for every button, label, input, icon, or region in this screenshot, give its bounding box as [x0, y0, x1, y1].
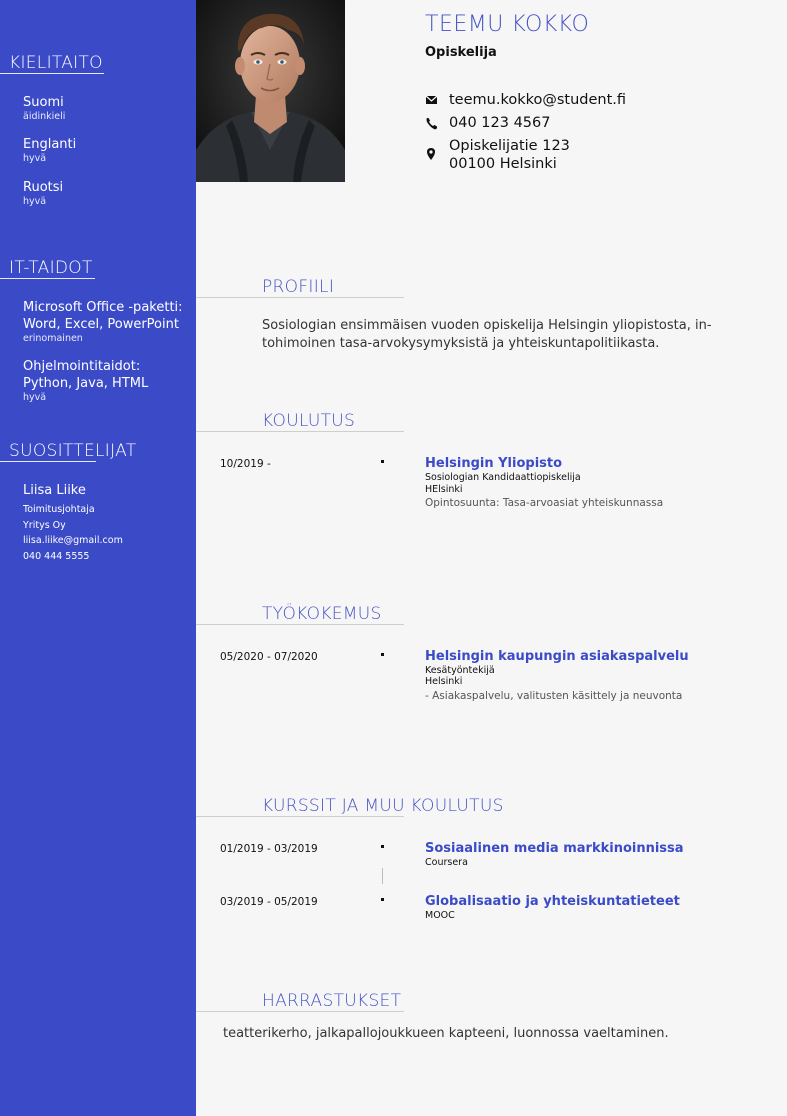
it-skill-line: Ohjelmointitaidot: [23, 359, 141, 374]
person-title: Opiskelija [425, 45, 497, 60]
course-date: 03/2019 - 05/2019 [220, 896, 318, 908]
education-location: HElsinki [425, 484, 463, 495]
course-provider: Coursera [425, 857, 468, 868]
profile-heading-rule [196, 297, 404, 298]
hobbies-text: teatterikerho, jalkapallojoukkueen kapteeni, luonnossa vaeltaminen. [223, 1026, 669, 1041]
work-heading: TYÖKOKEMUS [262, 604, 382, 624]
phone-text: 040 123 4567 [449, 115, 551, 131]
profile-photo [196, 0, 345, 182]
languages-heading: KIELITAITO [9, 53, 103, 73]
language-item [23, 179, 63, 208]
courses-heading-rule [196, 816, 404, 817]
language-item [23, 136, 76, 165]
contact-phone [425, 114, 550, 132]
person-name: TEEMU KOKKO [425, 12, 590, 37]
language-item [23, 94, 65, 123]
language-name: Suomi [23, 95, 64, 110]
education-desc: Opintosuunta: Tasa-arvoasiat yhteiskunnassa [425, 497, 664, 509]
it-skill-level: erinomainen [23, 333, 83, 344]
course-title: Sosiaalinen media markkinoinnissa [425, 841, 684, 856]
education-date: 10/2019 - [220, 458, 271, 470]
work-location: Helsinki [425, 676, 463, 687]
courses-heading: KURSSIT JA MUU KOULUTUS [262, 796, 504, 816]
timeline-dot [381, 653, 384, 656]
reference-phone: 040 444 5555 [23, 550, 90, 562]
hobbies-heading-rule [196, 1011, 404, 1012]
it-skill-line: Microsoft Office -paketti: [23, 300, 183, 315]
education-title: Helsingin Yliopisto [425, 456, 563, 471]
contact-email [425, 91, 626, 109]
profile-heading: PROFIILI [262, 277, 335, 297]
work-title: Helsingin kaupungin asiakaspalvelu [425, 649, 689, 664]
course-date: 01/2019 - 03/2019 [220, 843, 318, 855]
sidebar [0, 0, 196, 1116]
it-skill-item [23, 299, 183, 345]
location-pin-icon [425, 146, 439, 164]
work-date: 05/2020 - 07/2020 [220, 651, 318, 663]
education-heading: KOULUTUS [262, 411, 356, 431]
reference-email: liisa.liike@gmail.com [23, 535, 123, 546]
course-title: Globalisaatio ja yhteiskuntatieteet [425, 894, 680, 909]
reference-role: Toimitusjohtaja [23, 504, 95, 515]
it-skill-level: hyvä [23, 392, 47, 403]
languages-heading-rule [0, 73, 104, 74]
language-name: Ruotsi [23, 180, 64, 195]
work-heading-rule [196, 624, 404, 625]
hobbies-heading: HARRASTUKSET [262, 991, 402, 1011]
language-level: hyvä [23, 196, 47, 207]
course-provider: MOOC [425, 910, 455, 921]
it-skill-item [23, 358, 148, 404]
work-desc: - Asiakaspalvelu, valitusten käsittely ja neuvonta [425, 690, 683, 702]
reference-company: Yritys Oy [23, 519, 66, 531]
education-heading-rule [196, 431, 404, 432]
references-heading: SUOSITTELIJAT [9, 441, 137, 461]
reference-name: Liisa Liike [23, 483, 86, 498]
education-subtitle: Sosiologian Kandidaattiopiskelija [425, 472, 581, 483]
it-skills-heading-rule [0, 278, 95, 279]
timeline-line [382, 868, 383, 884]
email-text: teemu.kokko@student.fi [449, 92, 627, 108]
timeline-dot [381, 898, 384, 901]
contact-address [425, 137, 570, 173]
timeline-dot [381, 845, 384, 848]
address-line: 00100 Helsinki [449, 156, 557, 172]
reference-item [23, 482, 123, 564]
it-skills-heading: IT-TAIDOT [9, 258, 93, 278]
phone-icon [425, 114, 439, 132]
it-skill-line: Word, Excel, PowerPoint [23, 317, 179, 332]
it-skill-line: Python, Java, HTML [23, 376, 149, 391]
language-level: äidinkieli [23, 111, 66, 122]
language-name: Englanti [23, 137, 77, 152]
envelope-icon [425, 91, 439, 109]
address-line: Opiskelijatie 123 [449, 138, 570, 154]
language-level: hyvä [23, 153, 47, 164]
timeline-dot [381, 460, 384, 463]
references-heading-rule [0, 461, 96, 462]
work-subtitle: Kesätyöntekijä [425, 665, 495, 676]
profile-text: Sosiologian ensimmäisen vuoden opiskelija Helsingin yliopistosta, intohimoinen tasa-arvokysymyksistä ja yhteiskuntapolitiikasta. [262, 318, 712, 351]
